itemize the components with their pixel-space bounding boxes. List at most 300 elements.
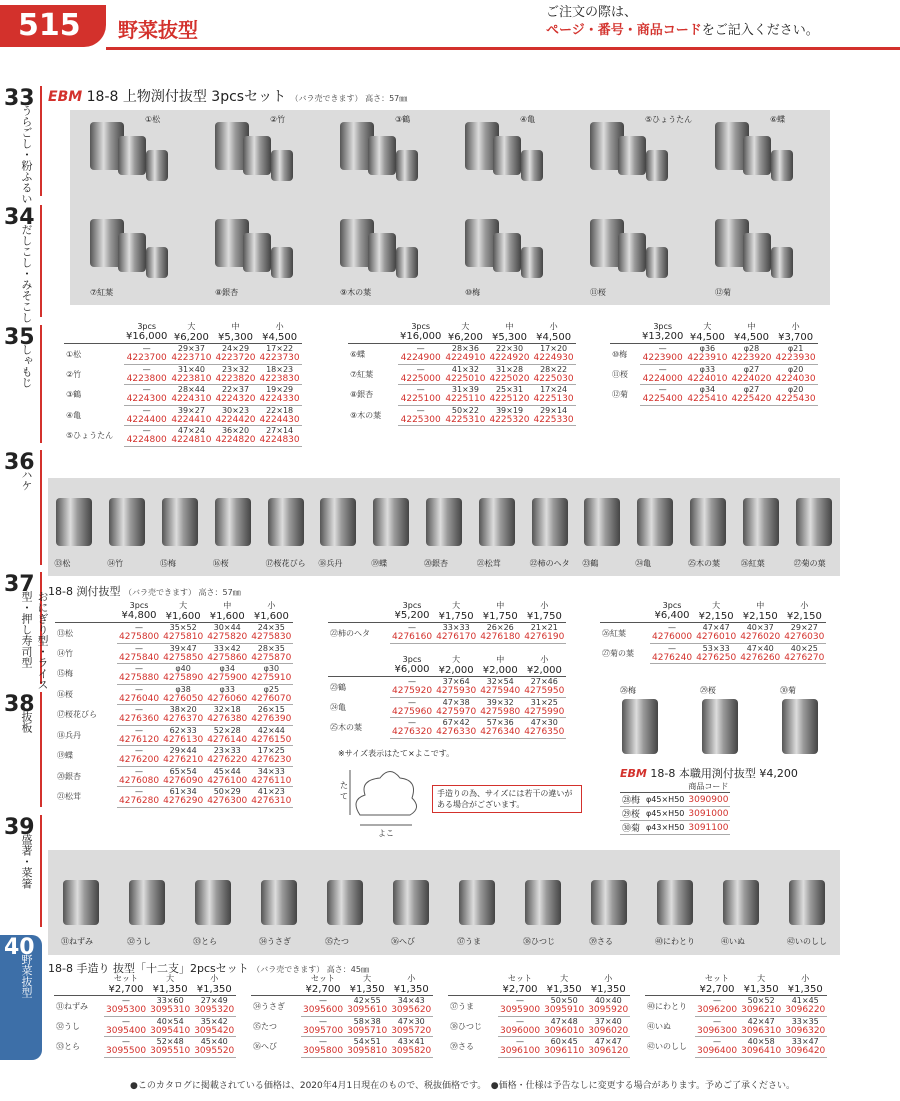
size-class: 小 [540,601,549,610]
product-code[interactable]: 3096020 [588,1025,629,1036]
product-code[interactable]: 4276330 [436,727,477,738]
size-cell: 33×42 [213,643,241,653]
product-code[interactable]: 4275860 [207,652,248,663]
price-col-header [685,321,729,344]
cutter-image [723,880,759,925]
product-code[interactable]: 4225420 [731,394,772,405]
product-code[interactable]: 4276050 [163,693,204,704]
product-code[interactable]: 4276240 [652,652,693,663]
size-cell: 36×20 [221,426,250,435]
product-label: ㉘梅 [620,686,636,695]
product-code[interactable]: 3096010 [544,1025,585,1036]
product-code[interactable]: 4276060 [207,693,248,704]
size-cell: 47×47 [702,623,730,632]
price-col-header [124,321,169,344]
product-code[interactable]: 4224910 [445,353,486,364]
price: ¥1,750 [438,611,474,622]
size-cell: 47×48 [550,1016,578,1026]
product-code[interactable]: 3096400 [697,1046,738,1057]
product-code[interactable]: 4275890 [163,673,204,684]
size-cell: — [668,623,677,632]
size-cell: 42×44 [257,725,285,735]
notice-suffix: をご記入ください。 [701,23,819,38]
cutter-image [320,498,356,546]
product-code[interactable]: 3096200 [697,1005,738,1016]
size-class: 3pcs [402,655,422,664]
size-row [328,718,566,728]
product-code[interactable]: 4276080 [119,775,160,786]
product-code[interactable]: 4224330 [259,394,300,405]
product-code[interactable]: 4223820 [215,373,256,384]
product-code[interactable]: 4276370 [163,714,204,725]
product-code[interactable]: 3096320 [785,1025,826,1036]
product-code[interactable]: 3095310 [150,1005,191,1016]
sidebar-tab-label: おにぎり型・ライス型・押し寿司型 [20,591,49,690]
product-label: ⑬松 [54,559,71,568]
item-name: ㉑松茸 [57,792,81,802]
product-code[interactable]: 3095920 [588,1005,629,1016]
cutter-image [368,233,396,272]
size-note: ※サイズ表示はたて×よこです。 [338,749,455,758]
product-code[interactable]: 4275920 [392,686,433,697]
item-name: ㉜うし [56,1021,80,1031]
product-code[interactable]: 4225330 [533,414,574,425]
product-code[interactable]: 3091100 [688,822,729,833]
size-class: 3pcs [411,322,431,331]
size-class: 小 [604,974,613,983]
product-code[interactable]: 4223700 [124,353,169,364]
product-code[interactable]: 4224820 [215,435,256,446]
price-col-header [695,973,739,996]
size-cell: 22×30 [495,344,524,353]
product-label: ㊱へび [391,937,415,946]
price: ¥1,600 [209,611,245,622]
product-code[interactable]: 4225110 [445,394,486,405]
product-code[interactable]: 4275900 [207,673,248,684]
product-code[interactable]: 4275960 [392,706,433,717]
price: ¥1,600 [253,611,289,622]
size-diagram [340,760,430,835]
cutter-image [368,136,396,175]
product-code[interactable]: 3095420 [194,1025,235,1036]
price-col-header [117,600,161,623]
product-code[interactable]: 4276010 [696,632,737,643]
product-code[interactable]: 3095300 [106,1005,147,1016]
product-code[interactable]: 4276020 [740,632,781,643]
product-code[interactable]: 4225430 [775,394,816,405]
size-cell: φ34 [219,664,235,673]
product-label: ㉕木の葉 [688,559,720,568]
price: ¥4,500 [262,332,298,343]
product-code[interactable]: 4224830 [259,435,300,446]
sidebar-tab-36[interactable] [0,450,42,565]
item-name: ⑬松 [57,628,73,638]
product-code[interactable]: 4276110 [251,775,292,786]
product-code[interactable]: 3096410 [741,1046,782,1057]
product-code[interactable]: 3095720 [391,1025,432,1036]
size-cell: 38×20 [169,705,197,714]
size-cell: φ20 [787,364,804,374]
price-col-header [390,654,434,677]
product-code[interactable]: 3095710 [347,1025,388,1036]
size-cell: — [122,996,131,1005]
product-code[interactable]: 4276000 [652,632,693,643]
cutter-image [622,699,658,754]
product-code[interactable]: 4275930 [436,686,477,697]
handmade-note: 手造りの為、サイズには若干の違いがある場合がございます。 [432,785,582,813]
size-cell: 28×36 [451,344,479,353]
product-code[interactable]: 4275980 [480,706,521,717]
product-code[interactable]: 4223900 [640,353,685,364]
item-name: ⑨木の葉 [350,410,382,420]
size-row [251,996,433,1006]
size-class: 3pcs [653,322,673,331]
size-cell: φ36 [699,344,716,353]
size-class: 小 [267,601,276,610]
product-code[interactable]: 3096120 [588,1046,629,1057]
product-label: ③鶴 [395,115,411,124]
product-code[interactable]: 4275870 [251,652,292,663]
product-code[interactable]: 4224030 [775,373,816,384]
product-code[interactable]: 4223930 [775,353,816,364]
product-code[interactable]: 3096310 [741,1025,782,1036]
cutter-image [782,699,818,754]
size-cell: 35×52 [169,623,197,632]
product-code[interactable]: 3095410 [150,1025,191,1036]
product-code[interactable]: 4224810 [171,435,212,446]
product-code[interactable]: 4275940 [480,686,521,697]
category-title: 野菜抜型 [118,18,198,42]
cutter-image [584,498,620,546]
cutter-image [479,498,515,546]
price-col-header [478,600,522,623]
product-code[interactable]: 3096000 [500,1025,541,1036]
size-cell: 50×29 [213,787,241,796]
price: ¥2,700 [502,984,538,995]
product-photo-3 [600,685,840,765]
product-code[interactable]: 4223910 [687,353,728,364]
product-code[interactable]: 4276130 [163,734,204,745]
size-cell: — [658,364,667,374]
product-code[interactable]: 4276350 [524,727,565,738]
item-name: ⑥蝶 [350,349,366,359]
product-code[interactable]: 3095500 [106,1046,147,1057]
product-code[interactable]: 4223830 [259,373,300,384]
size-class: 中 [496,655,505,664]
size-cell: — [319,1016,328,1026]
product-code[interactable]: 4276230 [251,755,292,766]
size-row [251,1037,433,1047]
cutter-image [118,136,146,175]
size-cell: 24×35 [257,623,285,632]
product-code[interactable]: 4224930 [533,353,574,364]
product-code[interactable]: 4224410 [171,414,212,425]
product-code[interactable]: 4223810 [171,373,212,384]
size-cell: 57×36 [486,718,514,727]
product-code[interactable]: 3096210 [741,1005,782,1016]
price-table [54,973,236,1058]
price: ¥1,600 [165,611,201,622]
size-cell: — [408,718,417,727]
price-col-header [148,973,192,996]
product-code[interactable]: 4225300 [398,415,443,426]
sidebar-tab-39[interactable] [0,815,42,927]
product-code[interactable]: 4275910 [251,673,292,684]
product-code[interactable]: 4225000 [398,374,443,385]
size-row [55,766,293,776]
size-cell: — [142,405,151,415]
product-code[interactable]: 3095900 [500,1005,541,1016]
product-code[interactable]: 4225010 [445,373,486,384]
product-code[interactable]: 4224900 [398,353,443,364]
size-cell: 37×40 [594,1016,622,1026]
product-code[interactable]: 3095610 [347,1005,388,1016]
size-class: 大 [187,322,196,331]
product-code[interactable]: 4275800 [119,632,160,643]
item-name: ㉒柿のヘタ [330,628,370,638]
size-cell: 29×44 [169,746,197,755]
product-code[interactable]: 4225100 [398,394,443,405]
product-code[interactable]: 4276160 [392,632,433,643]
product-code[interactable]: 4276340 [480,727,521,738]
product-code[interactable]: 4224300 [124,394,169,405]
product-code[interactable]: 4275990 [524,706,565,717]
title-text: 18-8 手造り 抜型「十二支」2pcsセット [48,962,249,975]
price: ¥1,350 [743,984,779,995]
product-code[interactable]: 4276250 [696,652,737,663]
price-col-header [522,600,566,623]
product-code[interactable]: 4275850 [163,652,204,663]
product-code[interactable]: 3096300 [697,1025,738,1036]
product-code[interactable]: 4276380 [207,714,248,725]
cutter-image [146,150,168,181]
sidebar-tab-number: 37 [4,572,35,597]
size-cell: 27×49 [200,996,228,1005]
price-col-header [390,600,434,623]
product-code[interactable]: 3095620 [391,1005,432,1016]
product-code[interactable]: 3095320 [194,1005,235,1016]
product-code[interactable]: 3095400 [106,1025,147,1036]
product-code[interactable]: 4276390 [251,714,292,725]
sidebar-tab-35[interactable] [0,325,42,443]
product-code[interactable]: 3095820 [391,1046,432,1057]
sidebar-tab-label: うらごし・粉ふるい [20,105,33,204]
product-code[interactable]: 4276200 [119,755,160,766]
size-cell: 47×24 [177,426,205,435]
product-code[interactable]: 3095600 [303,1005,344,1016]
header-blank [64,321,124,344]
product-code[interactable]: 4275810 [163,632,204,643]
product-code[interactable]: 4223800 [124,374,169,385]
product-code[interactable]: 4224920 [489,353,530,364]
product-code[interactable]: 4275840 [119,652,160,663]
product-code[interactable]: 4225320 [489,414,530,425]
price: ¥1,350 [196,984,232,995]
table-row [620,807,730,821]
cutter-image [63,880,99,925]
page-header [0,0,900,56]
size-cell: φ45×H50 [644,807,686,821]
product-code[interactable]: 4276070 [251,693,292,704]
size-cell: — [408,623,417,632]
page-number: 515 [0,5,106,47]
cutter-image [591,880,627,925]
size-row [645,1016,827,1026]
product-code[interactable]: 4225030 [533,373,574,384]
header-blank [348,321,398,344]
product-code[interactable]: 3095810 [347,1046,388,1057]
product-code[interactable]: 3096420 [785,1046,826,1057]
product-code[interactable]: 4223710 [171,353,212,364]
product-code[interactable]: 4276220 [207,755,248,766]
notice-line1: ご注文の際は、 [546,5,638,20]
size-cell: φ27 [743,364,760,374]
sidebar-tab-33[interactable] [0,86,42,204]
product-code[interactable]: 4223730 [259,353,300,364]
product-code[interactable]: 3096100 [500,1046,541,1057]
size-cell: 58×38 [353,1016,381,1026]
product-code[interactable]: 4276090 [163,775,204,786]
product-code[interactable]: 4224000 [640,374,685,385]
cutter-image [109,498,145,546]
sidebar-tab-38[interactable] [0,692,42,807]
product-label: ㉓鶴 [582,559,599,568]
product-code[interactable]: 4276290 [163,796,204,807]
size-row [54,996,236,1006]
sidebar-tab-label: しゃもじ [20,344,33,388]
product-code[interactable]: 4276310 [251,796,292,807]
product-code[interactable]: 3095510 [150,1046,191,1057]
product-code[interactable]: 4276360 [119,714,160,725]
product-code[interactable]: 4275830 [251,632,292,643]
cutter-image [146,247,168,278]
product-code[interactable]: 4224400 [124,415,169,426]
product-code[interactable]: 4224430 [259,414,300,425]
size-class: セット [508,974,533,983]
sidebar-tab-34[interactable] [0,205,42,323]
price-header-row [328,600,566,623]
product-code[interactable]: 4225310 [445,414,486,425]
size-row [600,643,826,653]
product-code[interactable]: 4225120 [489,394,530,405]
product-code[interactable]: 4224320 [215,394,256,405]
size-cell: 39×32 [486,697,514,707]
product-code[interactable]: 3090900 [688,794,729,805]
item-name: ㊲うま [450,1001,474,1011]
item-name: ⑱兵丹 [57,730,81,740]
product-code[interactable]: 3095910 [544,1005,585,1016]
product-code[interactable]: 4276280 [119,796,160,807]
size-cell: 40×37 [746,623,774,632]
size-cell: 23×32 [221,364,250,374]
size-row [55,746,293,756]
product-code[interactable]: 4223720 [215,353,256,364]
product-code[interactable]: 4276260 [740,652,781,663]
product-code[interactable]: 3091000 [688,808,729,819]
product-code[interactable]: 4276300 [207,796,248,807]
product-code[interactable]: 4276040 [119,693,160,704]
size-row [55,787,293,797]
item-name: ⑯桜 [57,689,73,699]
header-blank [644,781,686,793]
product-code[interactable]: 4225020 [489,373,530,384]
product-code[interactable]: 4276030 [784,632,825,643]
sidebar-tab-37[interactable] [0,572,49,690]
product-code[interactable]: 3095800 [303,1046,344,1057]
product-code[interactable]: 4225400 [640,394,685,405]
product-code[interactable]: 4223920 [731,353,772,364]
product-code[interactable]: 4275880 [119,673,160,684]
product-code[interactable]: 4276150 [251,734,292,745]
product-code[interactable]: 3096110 [544,1046,585,1057]
size-cell: — [658,385,667,394]
sidebar-tab-number: 36 [4,450,35,475]
size-row [64,364,302,374]
size-row [348,364,576,374]
product-code[interactable]: 3095520 [194,1046,235,1057]
product-code[interactable]: 3095700 [303,1025,344,1036]
price: ¥4,500 [734,332,769,343]
product-code[interactable]: 4276120 [119,734,160,745]
size-row [64,405,302,415]
price-header-row [348,321,576,344]
item-name: ⑮梅 [57,669,73,679]
product-code[interactable]: 4276270 [784,652,825,663]
size-cell: 60×45 [550,1037,578,1046]
product-code[interactable]: 4276170 [436,632,477,643]
item-name: ㊶いぬ [647,1021,671,1031]
price-col-header [522,654,566,677]
size-cell: 31×39 [451,385,479,394]
product-code[interactable]: 4225410 [687,394,728,405]
product-code[interactable]: 3096220 [785,1005,826,1016]
product-code[interactable]: 4224310 [171,394,212,405]
price-col-header [161,600,205,623]
title-text: 18-8 本職用渕付抜型 [650,767,756,780]
sidebar-tab-label: 野菜抜型 [20,954,33,998]
price-col-header [729,321,773,344]
product-code[interactable]: 4276320 [392,727,433,738]
size-cell: — [516,996,525,1005]
product-code[interactable]: 4225130 [533,394,574,405]
product-code[interactable]: 4275820 [207,632,248,643]
product-label: ㉖紅葉 [740,559,765,568]
product-code[interactable]: 4276100 [207,775,248,786]
product-code[interactable]: 4276190 [524,632,565,643]
size-cell: 31×40 [177,364,205,374]
price: ¥2,150 [742,611,778,622]
product-code[interactable]: 4275970 [436,706,477,717]
sidebar-tab-40[interactable] [0,935,42,1060]
product-code[interactable]: 4276140 [207,734,248,745]
item-name: ㉚菊 [620,821,644,835]
product-code[interactable]: 4224420 [215,414,256,425]
product-code[interactable]: 4275950 [524,686,565,697]
product-label: ④亀 [520,115,536,124]
product-code[interactable]: 4224800 [124,435,169,446]
product-code[interactable]: 4276210 [163,755,204,766]
size-row [348,344,576,354]
product-code[interactable]: 4276180 [480,632,521,643]
product-code[interactable]: 4224020 [731,373,772,384]
price: ¥16,000 [400,331,442,342]
size-cell: 34×33 [257,766,285,776]
size-cell: φ28 [743,344,760,353]
product-code[interactable]: 4224010 [687,373,728,384]
size-cell: 21×21 [530,623,558,632]
cutter-image [56,498,92,546]
price: ¥3,700 [778,332,814,343]
